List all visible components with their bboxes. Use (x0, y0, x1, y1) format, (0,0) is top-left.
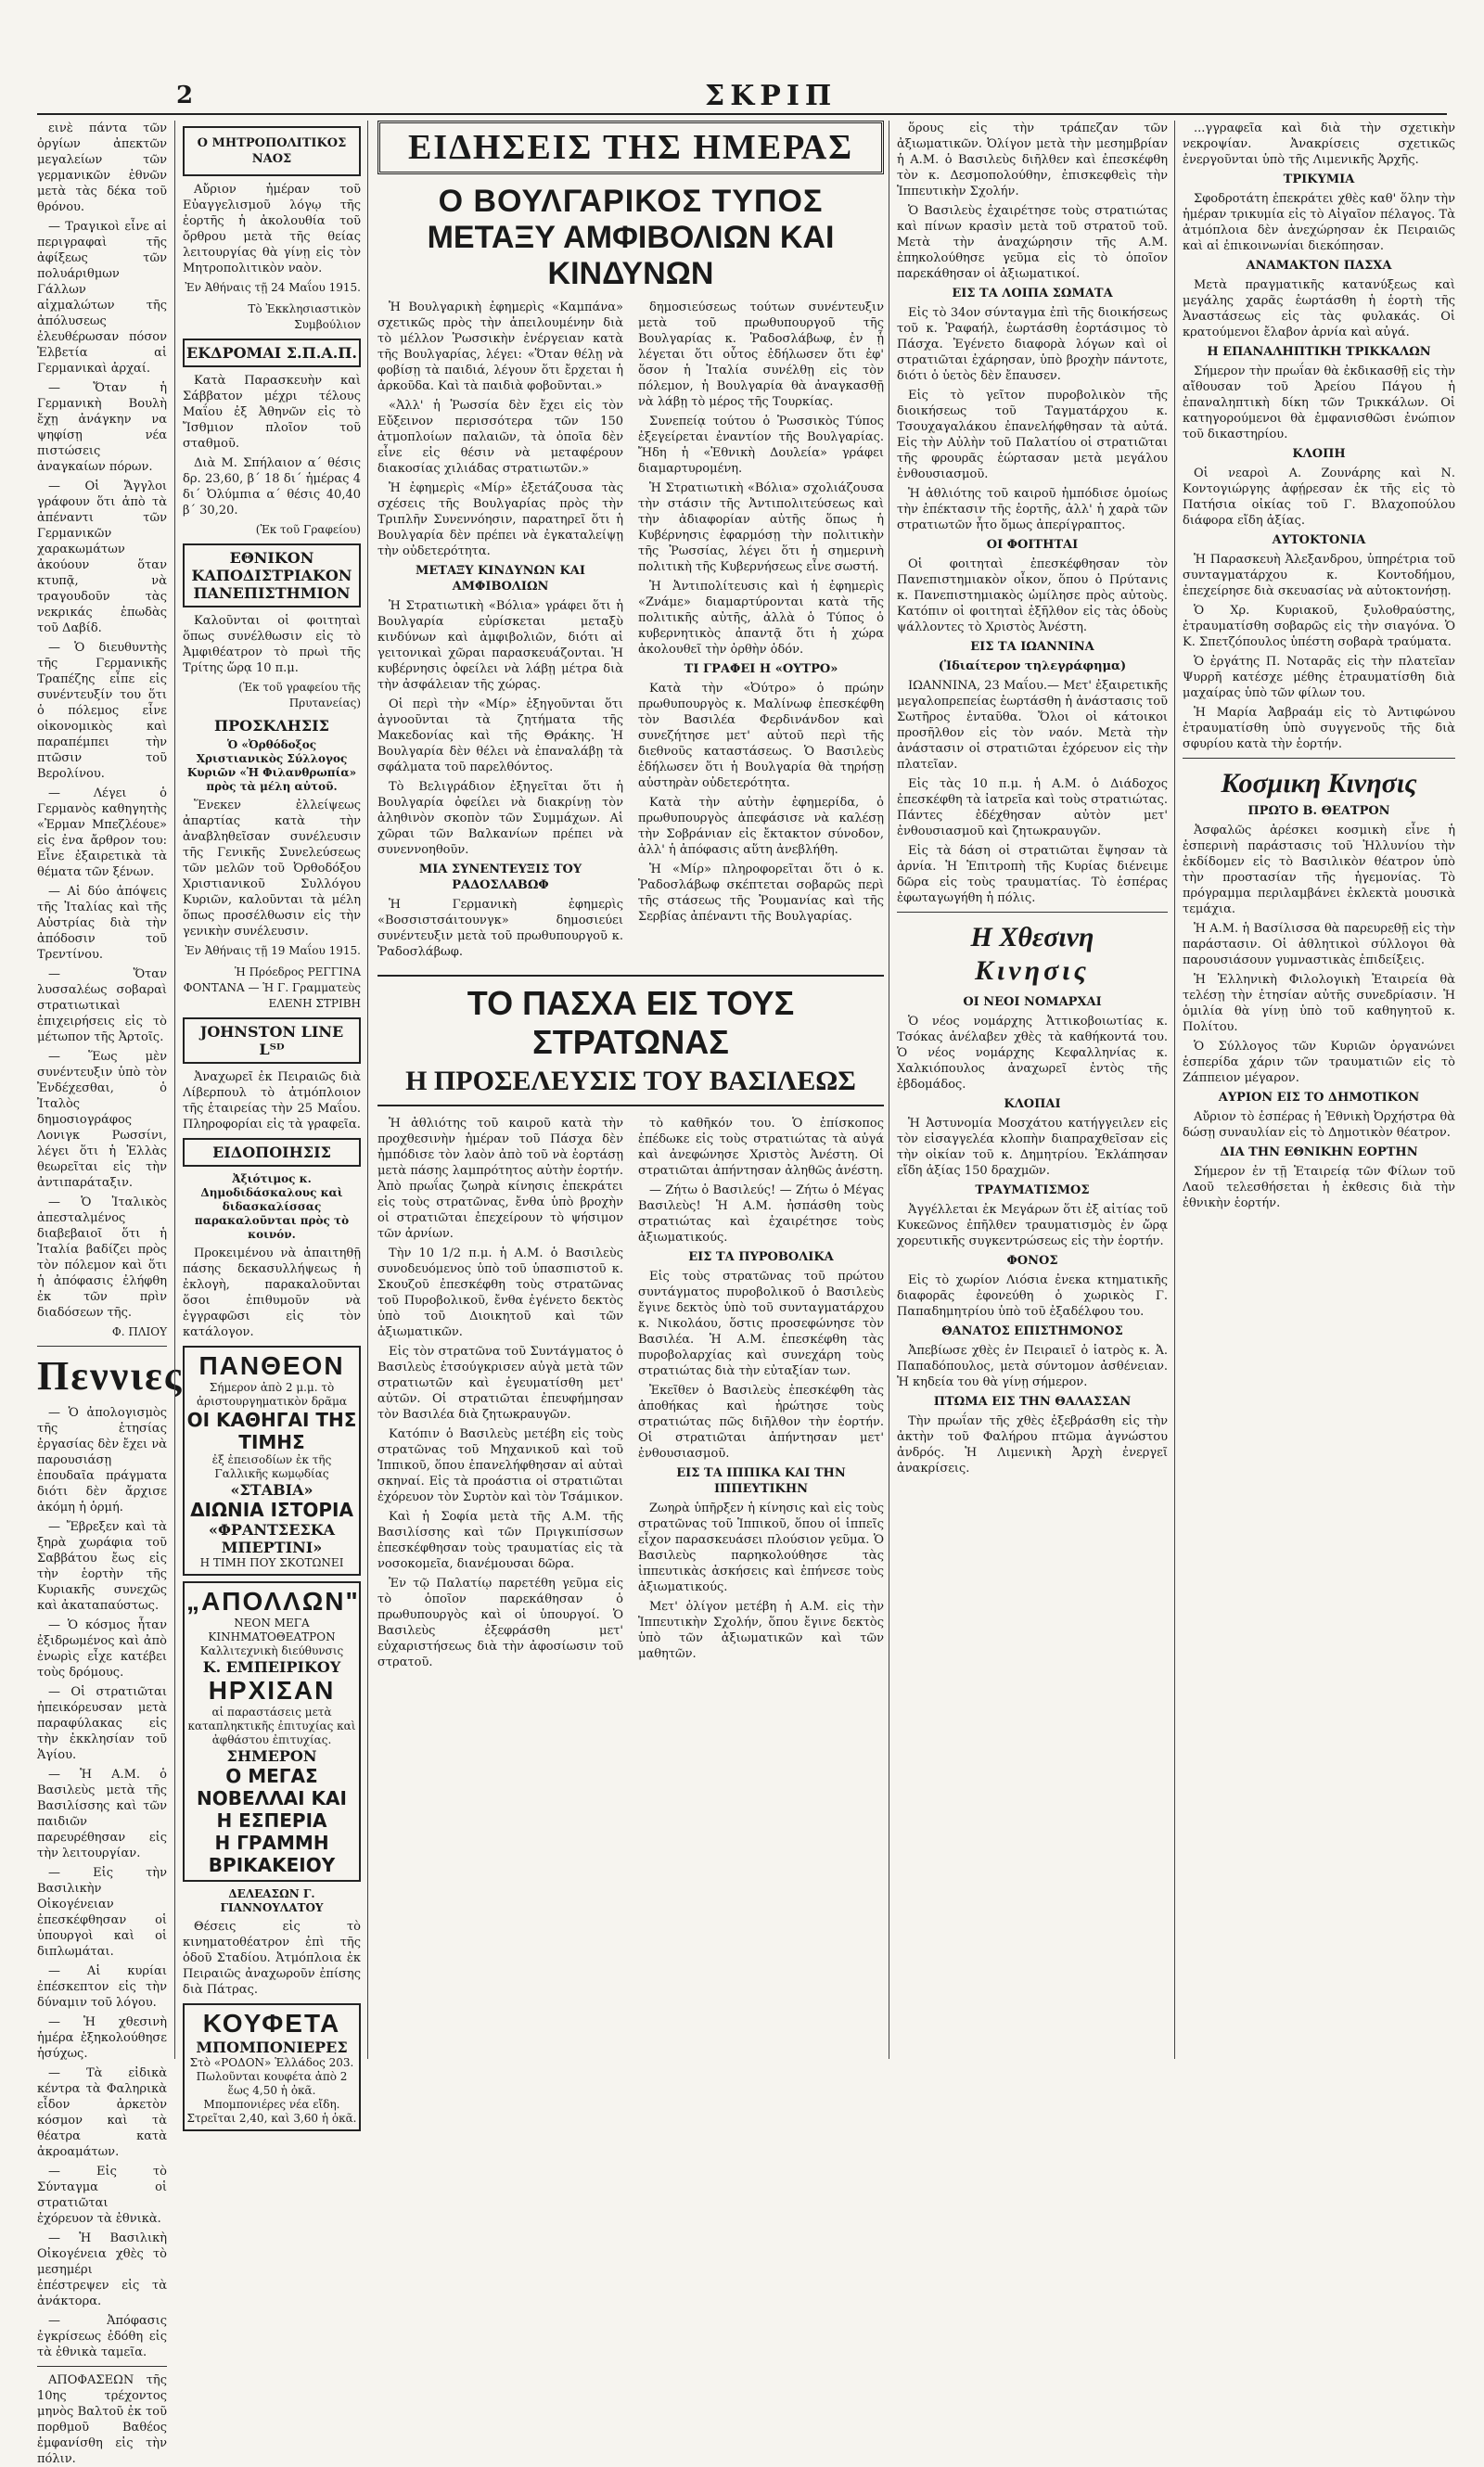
paragraph: Εἰς τὰς 10 π.μ. ἡ Α.Μ. ὁ Διάδοχος ἐπεσκέφθη τὰ ἰατρεῖα καὶ τοὺς στρατιώτας. Πάντες ἐδέχθησαν αὐτὸν μετ' ἐνθουσιασμοῦ καὶ ζητωκραυγῶν. (897, 777, 1168, 838)
paragraph: Ἕνεκεν ἐλλείψεως ἀπαρτίας κατὰ τὴν ἀναβληθεῖσαν συνέλευσιν τῆς Γενικῆς Συνελεύσεως τῶν μελῶν τοῦ Ὀρθοδόξου Χριστιανικοῦ Συλλόγου Κυριῶν, καλοῦνται τὰ μέλη ὅπως προσέλθωσιν εἰς τὴν γενικὴν συνέλευσιν. (183, 799, 361, 939)
paragraph: δημοσιεύσεως τούτων συνέντευξιν μετὰ τοῦ πρωθυπουργοῦ τῆς Βουλγαρίας κ. Ῥαδοσλάβωφ, ἐν ᾗ λέγεται ὅτι οὗτος ἐδήλωσεν ὅτι ἐφ' ὅσον ἡ Ἰταλία συνέλθῃ εἰς τὸν πόλεμον, ἡ Βουλγαρία θὰ ἀναγκασθῇ νὰ λάβῃ τὸ μέρος τῆς Τουρκίας. (638, 300, 884, 409)
notice-heading: ΕΘΝΙΚΟΝ ΚΑΠΟΔΙΣΤΡΙΑΚΟΝ ΠΑΝΕΠΙΣΤΗΜΙΟΝ (191, 549, 352, 602)
notice-heading: ΕΙΔΟΠΟΙΗΣΙΣ (212, 1144, 331, 1161)
paragraph: Ἡ ἀθλιότης τοῦ καιροῦ κατὰ τὴν προχθεσινὴν ἡμέραν τοῦ Πάσχα δὲν ἠμπόδισε τὸν λαὸν ἀπὸ τοῦ νὰ ἑορτάσῃ μετὰ πάσης λαμπρότητος αὐτὴν ἑορτήν. Ἀπὸ πρωΐας ζωηρὰ κίνησις ἐπεκράτει εἰς τοὺς στρατῶνας, ἔνθα ὑπὸ βροχὴν οἱ στρατιῶται ἐπεχείρουν τὸ ψήσιμον τῶν ἀρνίων. (377, 1117, 623, 1241)
paragraph: Ἡ Παρασκευὴ Ἀλεξανδρου, ὑπηρέτρια τοῦ συνταγματάρχου κ. Κοντοδήμου, ἐπεχείρησε διὰ σκευασίας νὰ αὐτοκτονήσῃ. (1183, 553, 1455, 598)
paragraph: — Ἔβρεξεν καὶ τὰ ξηρὰ χωράφια τοῦ Σαββάτου ἔως εἰς τὴν ἑορτὴν τῆς Κυριακῆς συνεχῶς καὶ ἀκαταπαύστως. (37, 1520, 167, 1613)
paragraph: Ἀπεβίωσε χθὲς ἐν Πειραιεῖ ὁ ἰατρὸς κ. Ἀ. Παπαδόπουλος, μετὰ σύντομον ἀσθένειαν. Ἡ κηδεία του θὰ γίνῃ σήμερον. (897, 1344, 1168, 1389)
paragraph: Καλοῦνται οἱ φοιτηταὶ ὅπως συνέλθωσιν εἰς τὸ Ἀμφιθέατρον τὸ πρωὶ τῆς Τρίτης ὥρᾳ 10 π.μ. (183, 614, 361, 675)
paragraph: Προκειμένου νὰ ἀπαιτηθῇ πάσης δεκασυλλήψεως ἡ ἐκλογὴ, παρακαλοῦνται ὅσοι ἐπιθυμοῦν νὰ ἐγγραφῶσι εἰς τὸν κατάλογον. (183, 1246, 361, 1339)
paragraph: εινὲ πάντα τῶν ὀργίων ἀπεκτῶν μεγαλείων τῶν γερμανικῶν ἐθνῶν μετὰ τὰς δέκα τοῦ θρόνου. (37, 121, 167, 214)
paragraph: — Ὁ διευθυντὴς τῆς Γερμανικῆς Τραπέζης εἶπε εἰς συνέντευξίν του ὅτι ὁ πόλεμος εἶνε οἰκονομικὸς καὶ παραπέμπει τὴν πτῶσιν τοῦ Βερολίνου. (37, 641, 167, 781)
ad-feature: Ο ΜΕΓΑΣ ΝΟΒΕΛΛΑΙ ΚΑΙ Η ΕΣΠΕΡΙΑ (197, 1765, 347, 1832)
paragraph: — Οἱ στρατιῶται ἠπεικόρευσαν μετὰ παραφύλακας εἰς τὴν ἐκκλησίαν τοῦ Ἁγίου. (37, 1685, 167, 1762)
subheading: ΤΙ ΓΡΑΦΕΙ Η «ΟΥΤΡΟ» (684, 662, 838, 676)
paragraph: Μετὰ πραγματικῆς κατανύξεως καὶ μεγάλης χαρᾶς ἑωρτάσθη ἡ ἑορτὴ τῆς Ἀναστάσεως εἰς τὰς φυλακάς. Οἱ κρατούμενοι ἔλαβον ἀρνία καὶ αὐγά. (1183, 278, 1455, 339)
ad-feature: ΟΙ ΚΑΘΗΓΑΙ ΤΗΣ ΤΙΜΗΣ (186, 1409, 357, 1453)
ad-line: Η ΤΙΜΗ ΠΟΥ ΣΚΟΤΩΝΕΙ (199, 1556, 344, 1569)
subheading-note: (Ἰδιαίτερον τηλεγράφημα) (938, 659, 1127, 673)
paragraph: — Τραγικοὶ εἶνε αἱ περιγραφαὶ τῆς ἀφίξεως τῶν πολυάριθμων Γάλλων αἰχμαλώτων τῆς ἀπόλυσεως ἐλευθέρωσαν πόσον Ἑλβετία αἱ Γερμανικαὶ ἀρχαί. (37, 220, 167, 376)
article-left (377, 300, 623, 964)
paragraph: — Ἡ Βασιλικὴ Οἰκογένεια χθὲς τὸ μεσημέρι ἐπέστρεψεν εἰς τὰ ἀνάκτορα. (37, 2231, 167, 2308)
subheading: ΘΑΝΑΤΟΣ ΕΠΙΣΤΗΜΟΝΟΣ (941, 1324, 1123, 1338)
paragraph: Ἡ «Μίρ» πληροφορεῖται ὅτι ὁ κ. Ῥαδοσλάβωφ σκέπτεται σοβαρῶς περὶ τῆς στάσεως τῆς Ῥουμανίας καὶ τῆς Σερβίας ἀπέναντι τῆς Βουλγαρίας. (638, 863, 884, 924)
paragraph: Κατὰ τὴν αὐτὴν ἐφημερίδα, ὁ πρωθυπουργὸς ἀπεφάσισε νὰ καλέσῃ τὴν Σοβράνιαν εἰς ἔκτακτον σύνοδον, ἀλλ' ἡ ἀπόφασις αὕτη ἀνεβλήθη. (638, 796, 884, 857)
paragraph: — Αἱ δύο ἀπόψεις τῆς Ἰταλίας καὶ τῆς Αὐστρίας διὰ τὴν ἀπόδοσιν τοῦ Τρεντίνου. (37, 885, 167, 962)
paragraph: ...γγραφεῖα καὶ διὰ τὴν σχετικὴν νεκροψίαν. Ἀνακρίσεις σχετικῶς ἐνεργοῦνται ὑπὸ τῆς Λιμενικῆς Ἀρχῆς. (1183, 121, 1455, 167)
paragraph: — Ἕως μὲν συνέντευξιν ὑπὸ τὸν Ἐνδέχεσθαι, ὁ Ἰταλὸς δημοσιογράφος Λονιγκ Ρωσσίνι, λέγει ὅτι ἡ Ἑλλὰς θεωρεῖται εἰς τὴν ἀντιπαράταξιν. (37, 1050, 167, 1190)
column-3 (367, 121, 893, 2059)
subheading: ΕΙΣ ΤΑ ΙΩΑΝΝΙΝΑ (970, 640, 1094, 654)
paragraph: Εἰς τὸν στρατῶνα τοῦ Συντάγματος ὁ Βασιλεὺς ἐτσούγκρισεν αὐγὰ μετὰ τῶν στρατιωτῶν καὶ ἐγευματίσθη μετ' αὐτῶν. Οἱ στρατιῶται ἐπευφήμησαν τὸν Βασιλέα διὰ ζητωκραυγῶν. (377, 1345, 623, 1422)
section-heading: Η Χθεσινη (970, 922, 1094, 952)
paragraph: — Εἰς τὴν Βασιλικὴν Οἰκογένειαν ἐπεσκέφθησαν οἱ ὑπουργοὶ καὶ οἱ διπλωμάται. (37, 1866, 167, 1959)
divider (37, 2366, 167, 2367)
subheading: ΕΙΣ ΤΑ ΠΥΡΟΒΟΛΙΚΑ (688, 1250, 834, 1264)
ad-box (183, 1017, 361, 1064)
columns (37, 121, 1455, 2466)
paragraph: — Ἡ Α.Μ. ὁ Βασιλεὺς μετὰ τῆς Βασιλίσσης καὶ τῶν παιδιῶν παρευρέθησαν εἰς τὴν λειτουργίαν. (37, 1768, 167, 1860)
paragraph: Σήμερον τὴν πρωΐαν θὰ ἐκδικασθῇ εἰς τὴν αἴθουσαν τοῦ Ἀρείου Πάγου ἡ ἐπαναληπτικὴ δίκη τῶν Τρικκάλων. Οἱ κατηγορούμενοι θὰ ἐμφανισθῶσι ἐνώπιον τοῦ δικαστηρίου. (1183, 364, 1455, 441)
subheading: ΟΙ ΝΕΟΙ ΝΟΜΑΡΧΑΙ (963, 995, 1102, 1009)
ad-feature: ΗΡΧΙΣΑΝ (208, 1676, 336, 1705)
newspaper-title: ΣΚΡΙΠ (705, 80, 838, 112)
section-heading: Πεννιες (37, 1353, 184, 1399)
notice-box (183, 1138, 361, 1167)
paragraph: Ἡ Στρατιωτικὴ «Βόλια» σχολιάζουσα τὴν στάσιν τῆς Ἀντιπολιτεύσεως καὶ τὴν ἀδιαφορίαν αὐτῆς ὅπως ἡ Κυβέρνησις ἐφαρμόσῃ τὴν πολιτικὴν τῆς Ῥωσσίας, λέγει ὅτι ἡ σημερινὴ πολιτικὴ τῆς Κυβερνήσεως εἶνε σωστή. (638, 481, 884, 574)
paragraph: «Ἀλλ' ἡ Ῥωσσία δὲν ἔχει εἰς τὸν Εὔξεινον περισσότερα τῶν 150 ἀτμοπλοίων παλαιῶν, τὰ ὁποῖα δὲν εἶνε εἰς θέσιν νὰ μεταφέρουν διακοσίας χιλιάδας στρατιωτῶν.» (377, 399, 623, 476)
ad-apollon (183, 1581, 361, 1882)
ad-feature: Η ΓΡΑΜΜΗ ΒΡΙΚΑΚΕΙΟΥ (208, 1832, 336, 1876)
paragraph: ὅρους εἰς τὴν τράπεζαν τῶν ἀξιωματικῶν. Ὀλίγον μετὰ τὴν μεσημβρίαν ἡ Α.Μ. ὁ Βασιλεὺς διῆλθεν καὶ ἐπεσκέφθη τὸν κ. Δεσμοπολούθην, ἐπισκεφθεὶς τὴν Ἱππευτικὴν Σχολήν. (897, 121, 1168, 198)
paragraph: Εἰς τὸ 34ον σύνταγμα ἐπὶ τῆς διοικήσεως τοῦ κ. Ῥαφαήλ, ἑωρτάσθη ἑορτάσιμος τὸ Πάσχα. Ἐγένετο διαφορὰ λόγων καὶ οἱ στρατιῶται ἐχάρησαν, ὑπὸ βροχὴν πάντοτε, διότι ὁ ὑετὸς δὲν ἔπαυσεν. (897, 306, 1168, 383)
paragraph: Οἱ περὶ τὴν «Μίρ» ἐξηγοῦνται ὅτι ἀγνοοῦνται τὰ ζητήματα τῆς Μακεδονίας καὶ τῆς Θράκης. Ἡ Βουλγαρία δὲν θέλει νὰ ἐπαναλάβῃ τὰ σφάλματα τοῦ παρελθόντος. (377, 697, 623, 774)
paragraph: Εἰς τὸ χωρίον Λιόσια ἐνεκα κτηματικῆς διαφορᾶς ἐφονεύθη ὁ χωρικὸς Γ. Παπαδημητρίου ὑπὸ τοῦ ἐξαδέλφου του. (897, 1273, 1168, 1319)
paragraph: Διὰ Μ. Σπήλαιον α΄ θέσις δρ. 23,60, β΄ 18 δι΄ ἡμέρας 4 δι΄ Ὀλύμπια α΄ θέσις 40,40 β΄ 30,20. (183, 456, 361, 518)
article-columns (377, 1116, 884, 1674)
ad-line: αἱ παραστάσεις μετὰ καταπληκτικῆς ἐπιτυχίας καὶ ἀφθάστου ἐπιτυχίας. (187, 1706, 356, 1746)
ad-line: ΜΠΟΜΠΟΝΙΕΡΕΣ (196, 2039, 348, 2056)
paragraph: Ἡ ἀθλιότης τοῦ καιροῦ ἠμπόδισε ὁμοίως τὴν ἐπέκτασιν τῆς ἑορτῆς, ἀλλ' ἡ χαρὰ τῶν στρατιωτῶν ἦτο ὅμως ἀπερίγραπτος. (897, 487, 1168, 532)
paragraph: Ἡ Ἑλληνικὴ Φιλολογικὴ Ἑταιρεία θὰ τελέσῃ τὴν ἐτησίαν αὐτῆς συνεδρίασιν. Ἡ ὁμιλία θὰ γίνῃ ὑπὸ τοῦ καθηγητοῦ κ. Πολίτου. (1183, 973, 1455, 1034)
ad-line: «ΦΡΑΝΤΣΕΣΚΑ ΜΠΕΡΤΙΝΙ» (208, 1521, 336, 1556)
paragraph: Τὴν πρωΐαν τῆς χθὲς ἐξεβράσθη εἰς τὴν ἀκτὴν τοῦ Φαλήρου πτῶμα ἀγνώστου ἀνδρός. Ἡ Λιμενικὴ Ἀρχὴ ἐνεργεῖ ἀνακρίσεις. (897, 1414, 1168, 1476)
ad-title: „ΑΠΟΛΛΩΝ" (186, 1587, 360, 1616)
notice-subheading: Ὁ «Ὀρθόδοξος Χριστιανικὸς Σύλλογος Κυριῶν «Ἡ Φιλανθρωπία» πρὸς τὰ μέλη αὐτοῦ. (186, 738, 357, 793)
paragraph: — Ζήτω ὁ Βασιλεύς! — Ζήτω ὁ Μέγας Βασιλεὺς! Ἡ Α.Μ. ἠσπάσθη τοὺς στρατιώτας καὶ ἐχαιρέτησε τοὺς ἀξιωματικούς. (638, 1183, 884, 1245)
ad-heading: JOHNSTON LINE Lᵀᴰ (199, 1023, 344, 1058)
paragraph: — Ὁ Ἰταλικὸς ἀπεσταλμένος διαβεβαιοῖ ὅτι ἡ Ἰταλία βαδίζει πρὸς τὸν πόλεμον καὶ ὅτι ἡ ἀπόφασις ἐλήφθη ἐκ τῶν πρὶν διαδόσεων τῆς. (37, 1195, 167, 1320)
column-5 (1174, 121, 1455, 2059)
paragraph: Καὶ ἡ Σοφία μετὰ τῆς Α.Μ. τῆς Βασιλίσσης καὶ τῶν Πριγκιπίσσων ἐπεσκέφθησαν τοὺς τραυματίας εἰς τὰ νοσοκομεῖα, διανέμουσαι δῶρα. (377, 1510, 623, 1571)
paragraph: Τὸ Βελιγράδιον ἐξηγεῖται ὅτι ἡ Βουλγαρία ὀφείλει νὰ διακρίνῃ τὸν ἀληθινὸν σκοπὸν τῶν Συμμάχων. Αἱ χῶραι τῶν Βαλκανίων πρέπει νὰ συνεννοηθοῦν. (377, 780, 623, 857)
subheading: ΑΝΑΜΑΚΤΟΝ ΠΑΣΧΑ (1246, 259, 1392, 273)
signature: Τὸ Ἐκκλησιαστικὸν Συμβούλιον (248, 302, 361, 331)
subheading: ΜΙΑ ΣΥΝΕΝΤΕΥΞΙΣ ΤΟΥ ΡΑΔΟΣΛΑΒΩΦ (418, 863, 582, 892)
paragraph: — Λέγει ὁ Γερμανὸς καθηγητὴς «Ἐρμαν Μπεζλέουε» εἰς ἐνα ἄρθρον του: Εἶνε ἐξαιρετικὰ τὰ θέματα τῶν ξένων. (37, 786, 167, 879)
paragraph: Κατὰ Παρασκευὴν καὶ Σάββατον μέχρι τέλους Μαΐου ἐξ Ἀθηνῶν εἰς τὸ Ἴσθμιον πλοῖον τοῦ σταθμοῦ. (183, 374, 361, 451)
column-2 (174, 121, 368, 2125)
paragraph: Ἡ Ἀντιπολίτευσις καὶ ἡ ἐφημερὶς «Ζνάμε» διαμαρτύρονται κατὰ τῆς πολιτικῆς αὐτῆς, ἀλλὰ ὁ Τύπος ὁ κυβερνητικὸς ἀπαντᾷ ὅτι ἡ χώρα ἀκολουθεῖ τὴν ὀρθὴν ὁδόν. (638, 580, 884, 657)
ad-line: ἐξ ἐπεισοδίων ἐκ τῆς Γαλλικῆς κωμῳδίας (211, 1453, 332, 1480)
paragraph: Ἀγγέλλεται ἐκ Μεγάρων ὅτι ἐξ αἰτίας τοῦ Κυκεῶνος ἐπῆλθεν τραυματισμὸς ἐν ὥρᾳ χορευτικῆς συγκεντρώσεως εἰς τὴν ἑορτήν. (897, 1203, 1168, 1248)
subheading: ΚΛΟΠΑΙ (1004, 1097, 1061, 1111)
subheading: ΦΟΝΟΣ (1006, 1254, 1058, 1268)
subheading: Η ΕΠΑΝΑΛΗΠΤΙΚΗ ΤΡΙΚΚΑΛΩΝ (1207, 345, 1431, 359)
paragraph: Ἡ Γερμανικὴ ἐφημερὶς «Βοσσιστσάιτουνγκ» δημοσιεύει συνέντευξιν μετὰ τοῦ πρωθυπουργοῦ κ. Ῥαδοσλάβωφ. (377, 898, 623, 959)
ad-line: Κ. ΕΜΠΕΙΡΙΚΟΥ (202, 1658, 341, 1676)
page-number: 2 (176, 82, 194, 109)
ad-pantheon (183, 1346, 361, 1576)
paragraph: Ἐκεῖθεν ὁ Βασιλεὺς ἐπεσκέφθη τὰς ἀποθήκας καὶ ἠρώτησε τοὺς στρατιώτας πῶς διῆλθον τὴν ἑορτήν. Οἱ στρατιῶται ἀπήντησαν μετ' ἐνθουσιασμοῦ. (638, 1384, 884, 1461)
signature: (Ἐκ τοῦ γραφείου τῆς Πρυτανείας) (238, 681, 361, 709)
ad-line: ΝΕΟΝ ΜΕΓΑ ΚΙΝΗΜΑΤΟΘΕΑΤΡΟΝ Καλλιτεχνικὴ διεύθυνσις (199, 1617, 344, 1657)
signature: Ἡ Πρόεδρος ΡΕΓΓΙΝΑ ΦΟΝΤΑΝΑ — Ἡ Γ. Γραμματεὺς ΕΛΕΝΗ ΣΤΡΙΒΗ (183, 965, 361, 1010)
paragraph: Εἰς τὰ δάση οἱ στρατιῶται ἔψησαν τὰ ἀρνία. Ἡ Ἐπιτροπὴ τῆς Κυρίας διένειμε δῶρα εἰς τοὺς τραυματίας. Τὸ ἑσπέρας ἐφωταγωγήθη ἡ πόλις. (897, 844, 1168, 905)
paragraph: — Ὁ ἀπολογισμὸς τῆς ἑτησίας ἐργασίας δὲν ἔχει νὰ παρουσιάσῃ ἐπουδαῖα πράγματα διότι δὲν ἄρχισε ἀκόμη ἡ ὁρμή. (37, 1406, 167, 1515)
paragraph: Αὔριον ἡμέραν τοῦ Εὐαγγελισμοῦ λόγῳ τῆς ἑορτῆς ἡ ἀκολουθία τοῦ ὄρθρου μετὰ τῆς θείας λειτουργίας θὰ γίνῃ εἰς τὸν Μητροπολιτικὸν ναὸν. (183, 183, 361, 275)
paragraph: Ζωηρὰ ὑπῆρξεν ἡ κίνησις καὶ εἰς τοὺς στρατῶνας τοῦ Ἱππικοῦ, ὅπου οἱ ἱππεῖς εἶχον παρασκευάσει πλούσιον γεῦμα. Ὁ Βασιλεὺς παρηκολούθησε τὰς ἱππευτικὰς ἀσκήσεις καὶ ἐπήνεσε τοὺς ἀξιωματικούς. (638, 1502, 884, 1594)
signature: Φ. ΠΛΙΟΥ (111, 1325, 167, 1338)
divider (1183, 758, 1455, 759)
ad-line: Σήμερον ἀπὸ 2 μ.μ. τὸ ἀριστουργηματικὸν δρᾶμα (197, 1381, 347, 1408)
date-line: Ἐν Ἀθήναις τῇ 24 Μαΐου 1915. (185, 281, 361, 294)
ad-feature: ΔΙΩΝΙΑ ΙΣΤΟΡΙΑ (190, 1499, 353, 1521)
paragraph: Σήμερον ἐν τῇ Ἑταιρείᾳ τῶν Φίλων τοῦ Λαοῦ τελεσθήσεται ἡ ἐκθεσις διὰ τὴν ἐθνικὴν ἑορτήν. (1183, 1165, 1455, 1210)
paragraph: ΑΠΟΦΑΣΕΩΝ τῆς 10ης τρέχοντος μηνὸς Βαλτοῦ ἐκ τοῦ πορθμοῦ Βαθέος ἐμφανίσθη εἰς τὴν πόλιν. (37, 2373, 167, 2466)
ad-line: Στὸ «ΡΟΔΟΝ» Ἑλλάδος 203. Πωλοῦνται κουφέτα ἀπὸ 2 ἕως 4,50 ἡ ὀκᾶ. Μπομπονιέρες νέα εἴδη. Στρεῖται 2,40, καὶ 3,60 ἡ ὀκᾶ. (186, 2056, 357, 2125)
section-heading-sub: Κινησις (974, 955, 1090, 986)
notice-box (183, 126, 361, 176)
ad-koufeta (183, 2003, 361, 2131)
subheading: ΕΙΣ ΤΑ ΙΠΠΙΚΑ ΚΑΙ ΤΗΝ ΙΠΠΕΥΤΙΚΗΝ (676, 1466, 846, 1496)
article-left (377, 1116, 623, 1674)
paragraph: Θέσεις εἰς τὸ κινηματοθέατρον ἐπὶ τῆς ὁδοῦ Σταδίου. Ἀτμόπλοια ἐκ Πειραιῶς ἀναχωροῦν ἐπίσης διὰ Πάτρας. (183, 1920, 361, 1997)
subheading: ΟΙ ΦΟΙΤΗΤΑΙ (986, 538, 1079, 552)
paragraph: Ἡ Στρατιωτικὴ «Βόλια» γράφει ὅτι ἡ Βουλγαρία εὑρίσκεται μεταξὺ κινδύνων καὶ ἀμφιβολιῶν, διότι αἱ γειτονικαὶ χῶραι παρασκευάζονται. Ἡ κυβέρνησις ὀφείλει νὰ λάβῃ μέτρα διὰ τὴν ἀσφάλειαν τῆς χώρας. (377, 599, 623, 692)
headline-sub: ΜΕΤΑΞΥ ΑΜΦΙΒΟΛΙΩΝ ΚΑΙ ΚΙΝΔΥΝΩΝ (427, 220, 835, 291)
paragraph: Συνεπείᾳ τούτου ὁ Ῥωσσικὸς Τύπος ἐξεγείρεται ἐναντίον τῆς Βουλγαρίας. Ἤδη ἡ «Ἐθνικὴ Δουλεία» γράφει διαμαρτυρομένη. (638, 415, 884, 476)
ad-title: ΠΑΝΘΕΟΝ (198, 1351, 345, 1380)
paragraph: Ἡ Α.Μ. ἡ Βασίλισσα θὰ παρευρεθῇ εἰς τὴν παράστασιν. Οἱ ἀθλητικοὶ σύλλογοι θὰ παρουσιάσουν γυμναστικὰς ἐπιδείξεις. (1183, 922, 1455, 967)
masthead (37, 80, 1447, 115)
subheading: ΑΥΡΙΟΝ ΕΙΣ ΤΟ ΔΗΜΟΤΙΚΟΝ (1218, 1091, 1420, 1105)
notice-heading: Ο ΜΗΤΡΟΠΟΛΙΤΙΚΟΣ ΝΑΟΣ (197, 136, 347, 166)
section-heading: Κοσμικη Κινησις (1221, 768, 1417, 799)
paragraph: Ὁ Σύλλογος τῶν Κυριῶν ὀργανώνει ἑσπερίδα χάριν τῶν τραυματιῶν εἰς τὸ Ζάππειον μέγαρον. (1183, 1040, 1455, 1085)
subheading: ΔΙΑ ΤΗΝ ΕΘΝΙΚΗΝ ΕΟΡΤΗΝ (1220, 1145, 1418, 1159)
paragraph: Ἡ Ἀστυνομία Μοσχάτου κατήγγειλεν εἰς τὸν εἰσαγγελέα κλοπὴν διαπραχθεῖσαν εἰς τὴν οἰκίαν τοῦ κ. Δημητρίου. Ἐκλάπησαν εἴδη ἀξίας 150 δραχμῶν. (897, 1117, 1168, 1178)
divider (37, 1346, 167, 1347)
paragraph: ΙΩΑΝΝΙΝΑ, 23 Μαΐου.— Μετ' ἐξαιρετικῆς μεγαλοπρεπείας ἑωρτάσθη ἡ ἀνάστασις τοῦ Σωτῆρος ἐνταῦθα. Ὅλοι οἱ κάτοικοι προσῆλθον εἰς τὸν ναόν. Μετὰ τὴν ἀνάστασιν οἱ στρατιῶται ἐχόρευον εἰς τὴν πλατεῖαν. (897, 679, 1168, 772)
article-right (638, 1116, 884, 1674)
paragraph: Ἡ ἐφημερὶς «Μίρ» ἐξετάζουσα τὰς σχέσεις τῆς Βουλγαρίας πρὸς τὴν Τριπλῆν Συνεννόησιν, παρατηρεῖ ὅτι ἡ Βουλγαρία δὲν πρέπει νὰ ἐγκαταλείψῃ τὴν οὐδετερότητα. (377, 481, 623, 558)
paragraph: Σφοδροτάτη ἐπεκράτει χθὲς καθ' ὅλην τὴν ἡμέραν τρικυμία εἰς τὸ Αἰγαῖον πέλαγος. Τὰ ἀτμόπλοια δὲν ἀνεχώρησαν ἐκ Πειραιῶς καὶ αἱ ἐπικοινωνίαι διεκόπησαν. (1183, 192, 1455, 253)
paragraph: Αὔριον τὸ ἑσπέρας ἡ Ἐθνικὴ Ὀρχήστρα θὰ δώσῃ συναυλίαν εἰς τὸ Δημοτικὸν θέατρον. (1183, 1110, 1455, 1140)
paragraph: — Αἱ κυρίαι ἐπέσκεπτον εἰς τὴν δύναμιν τοῦ λόγου. (37, 1964, 167, 2010)
paragraph: — Ἡ χθεσινὴ ἡμέρα ἐξηκολούθησε ἡσύχως. (37, 2015, 167, 2061)
notice-subheading: Ἀξιότιμος κ. Δημοδιδάσκαλους καὶ διδασκαλίσσας παρακαλοῦνται πρὸς τὸ κοινόν. (194, 1172, 350, 1241)
headline: ΤΟ ΠΑΣΧΑ ΕΙΣ ΤΟΥΣ ΣΤΡΑΤΩΝΑΣ (377, 975, 884, 1062)
subheading: ΠΡΩΤΟ Β. ΘΕΑΤΡΟΝ (1247, 804, 1390, 818)
column-1 (37, 121, 184, 2466)
column-4 (889, 121, 1175, 2059)
subheading: ΑΥΤΟΚΤΟΝΙΑ (1272, 533, 1366, 547)
subheading: ΚΛΟΠΗ (1292, 447, 1346, 461)
paragraph: Ἡ Βουλγαρικὴ ἐφημερὶς «Καμπάνα» σχετικῶς πρὸς τὴν ἀπειλουμένην διὰ τὸ μέλλον Ῥωσσικὴν ἐνέργειαν κατὰ τῆς Βουλγαρίας, λέγει: «Ὅταν θέλῃ νὰ φοβίσῃ τὰ παιδιά, λέγουν ὅτι ἔρχεται ἡ ἀρκοῦδα. Καὶ τὰ παιδιὰ φοβοῦνται.» (377, 300, 623, 393)
ad-heading: ΔΕΛΕΑΣΩΝ Γ. ΓΙΑΝΝΟΥΛΑΤΟΥ (220, 1887, 324, 1914)
date-line: Ἐν Ἀθήναις τῇ 19 Μαΐου 1915. (185, 944, 361, 957)
paragraph: Εἰς τὸ γεῖτον πυροβολικὸν τῆς διοικήσεως τοῦ Ταγματάρχου κ. Τσουχαγαλάκου ἐπανελήφθησαν τὰ αὐτά. Εἰς τὴν Αὐλὴν τοῦ Παλατίου οἱ στρατιῶται τῆς φρουρᾶς ἑώρτασαν μετὰ μεγάλου ἐνθουσιασμοῦ. (897, 389, 1168, 481)
subheading: ΤΡΙΚΥΜΙΑ (1283, 173, 1355, 186)
notice-box (183, 339, 361, 367)
paragraph: — Ὁ κόσμος ἦταν ἐξιδρωμένος καὶ ἀπὸ ἐνωρὶς εἶχε κατέβει τοὺς δρόμους. (37, 1618, 167, 1680)
paragraph: — Οἱ Ἄγγλοι γράφουν ὅτι ἀπὸ τὰ ἀπέναντι τῶν Γερμανικῶν χαρακωμάτων ἀκούουν ὅταν κτυπᾷ, νὰ τραγουδοῦν τὰς νεκρικάς ἐπωδὰς τοῦ Δαβίδ. (37, 479, 167, 635)
paragraph: Ἀναχωρεῖ ἐκ Πειραιῶς διὰ Λίβερπουλ τὸ ἀτμόπλοιον τῆς ἑταιρείας τὴν 25 Μαΐου. Πληροφορίαι εἰς τὰ γραφεῖα. (183, 1070, 361, 1131)
paragraph: — Εἰς τὸ Σύνταγμα οἱ στρατιῶται ἐχόρευον τὰ ἐθνικὰ. (37, 2165, 167, 2226)
paragraph: Τὴν 10 1/2 π.μ. ἡ Α.Μ. ὁ Βασιλεὺς συνοδευόμενος ὑπὸ τοῦ ὑπασπιστοῦ κ. Σκουζοῦ ἐπεσκέφθη τοὺς στρατῶνας τοῦ Πυροβολικοῦ, ἔνθα ἐγένετο δεκτὸς ὑπὸ τοῦ Διοικητοῦ καὶ τῶν ἀξιωματικῶν. (377, 1246, 623, 1339)
notice-heading: ΠΡΟΣΚΛΗΣΙΣ (214, 717, 329, 735)
paragraph: — Τὰ εἰδικὰ κέντρα τὰ Φαληρικὰ εἶδον ἀρκετὸν κόσμον καὶ τὰ θέατρα κατὰ ἀκροαμάτων. (37, 2066, 167, 2159)
paragraph: Οἱ φοιτηταὶ ἐπεσκέφθησαν τὸν Πανεπιστημιακὸν οἶκον, ὅπου ὁ Πρύτανις κ. Πανεπιστημιακὸς ὡμίλησε πρὸς αὐτοὺς. Κατόπιν οἱ φοιτηταὶ ἐξῆλθον εἰς τὰς ὁδοὺς ψάλλοντες τὸ Χριστὸς Ἀνέστη. (897, 557, 1168, 634)
paragraph: Ἐν τῷ Παλατίῳ παρετέθη γεῦμα εἰς τὸ ὁποῖον παρεκάθησαν ὁ πρωθυπουργὸς καὶ οἱ ὑπουργοί. Ὁ Βασιλεὺς ἐξεφράσθη μετ' εὐχαριστήσεως διὰ τὴν ἀφοσίωσιν τοῦ στρατοῦ. (377, 1577, 623, 1669)
paragraph: Μετ' ὀλίγον μετέβη ἡ Α.Μ. εἰς τὴν Ἱππευτικὴν Σχολήν, ὅπου ἔγινε δεκτὸς ὑπὸ τῶν ἀξιωματικῶν καὶ τῶν μαθητῶν. (638, 1600, 884, 1661)
paragraph: Ὁ ἐργάτης Π. Νοταρᾶς εἰς τὴν πλατεῖαν Ψυρρῆ κατέσχε μέθης ἐτραυματίσθη διὰ μαχαίρας ὑπὸ τῶν φίλων του. (1183, 655, 1455, 700)
divider (897, 912, 1168, 913)
paragraph: Ὁ Χρ. Κυριακοῦ, ξυλοθραύστης, ἐτραυματίσθη σοβαρῶς εἰς τὴν σιαγόνα. Ὁ Κ. Σπετζόπουλος ὑπέστη σοβαρὰ τραύματα. (1183, 604, 1455, 649)
paragraph: τὸ καθῆκόν του. Ὁ ἐπίσκοπος ἐπέδωκε εἰς τοὺς στρατιώτας τὰ αὐγά καὶ ἀνεφώνησε Χριστὸς Ἀνέστη. Οἱ στρατιῶται ἀπήντησαν ἀληθῶς ἀνέστη. (638, 1117, 884, 1178)
section-title: ΕΙΔΗΣΕΙΣ ΤΗΣ ΗΜΕΡΑΣ (377, 121, 884, 174)
headline-sub: Η ΠΡΟΣΕΛΕΥΣΙΣ ΤΟΥ ΒΑΣΙΛΕΩΣ (377, 1066, 884, 1106)
subheading: ΕΙΣ ΤΑ ΛΟΙΠΑ ΣΩΜΑΤΑ (952, 287, 1113, 300)
subheading: ΠΤΩΜΑ ΕΙΣ ΤΗΝ ΘΑΛΑΣΣΑΝ (933, 1395, 1132, 1409)
paragraph: Ὁ νέος νομάρχης Ἀττικοβοιωτίας κ. Τσόκας ἀνέλαβεν χθὲς τὰ καθήκοντά του. Ὁ νέος νομάρχης Κεφαλληνίας κ. Χαλκιόπουλος ἀναχωρεῖ ἐντὸς τῆς ἑβδομάδος. (897, 1015, 1168, 1092)
paragraph: — Ὅταν λυσσαλέως σοβαραὶ στρατιωτικαὶ ἐπιχειρήσεις εἰς τὸ μέτωπον τῆς Ἀρτοῖς. (37, 967, 167, 1044)
paragraph: — Ὅταν ἡ Γερμανικὴ Βουλὴ ἔχῃ ἀνάγκην να ψηφίσῃ νέα πιστώσεις ἀναγκαίων πόρων. (37, 381, 167, 474)
paragraph: — Ἀπόφασις ἐγκρίσεως ἐδόθη εἰς τὰ ἐθνικὰ ταμεῖα. (37, 2314, 167, 2359)
ad-title: ΚΟΥΦΕΤΑ (202, 2009, 341, 2038)
notice-box (183, 543, 361, 607)
paragraph: Κατόπιν ὁ Βασιλεὺς μετέβη εἰς τοὺς στρατῶνας τοῦ Μηχανικοῦ καὶ τοῦ Ἱππικοῦ, ὅπου ἐπανελήφθησαν αἱ αὐταὶ σκηναί. Εἰς τὰ προάστια οἱ στρατιῶται ἐχόρευον τὸν Συρτὸν καὶ τὸν Τσάμικον. (377, 1427, 623, 1504)
paragraph: Ὁ Βασιλεὺς ἐχαιρέτησε τοὺς στρατιώτας καὶ πίνων κρασὶν μετὰ τοῦ στρατοῦ τοῦ. Μετὰ τὴν ἀναχώρησιν τῆς Α.Μ. ἐπηκολούθησε γεῦμα εἰς τὸ ὁποῖον παρεκάθησαν οἱ ἀξιωματικοί. (897, 204, 1168, 281)
notice-heading: ΕΚΔΡΟΜΑΙ Σ.Π.Α.Π. (186, 344, 357, 362)
paragraph: Οἱ νεαροὶ Α. Ζουνάρης καὶ Ν. Κοντογιώργης ἀφῄρεσαν ἐκ τῆς εἰς τὸ Πατήσια οἰκίας τοῦ Γ. Βλαχοπούλου διάφορα εἴδη ἀξίας. (1183, 467, 1455, 528)
ad-line: «ΣΤΑΒΙΑ» (230, 1481, 313, 1499)
headline: Ο ΒΟΥΛΓΑΡΙΚΟΣ ΤΥΠΟΣ (438, 184, 824, 219)
paragraph: Ἡ Μαρία Ἀαβραάμ εἰς τὸ Ἀντιφώνου ἐτραυματίσθη ὑπὸ συγγενοῦς τῆς διὰ σφυρίου κατὰ τὴν ἑορτήν. (1183, 706, 1455, 751)
paragraph: Ἀσφαλῶς ἀρέσκει κοσμικὴ εἶνε ἡ ἑσπερινὴ παράστασις τοῦ Ἡλλυνίου τὴν ἐκδίδομεν εἰς τὸ Βασιλικὸν θέατρον ὑπὸ τὴν προστασίαν τῆς ἡγεμονίας. Τὸ πρόγραμμα περιλαμβάνει ἐκλεκτὰ μουσικὰ τεμάχια. (1183, 824, 1455, 916)
ad-line: ΣΗΜΕΡΟΝ (226, 1747, 317, 1765)
subheading: ΜΕΤΑΞΥ ΚΙΝΔΥΝΩΝ ΚΑΙ ΑΜΦΙΒΟΛΙΩΝ (416, 564, 585, 594)
paragraph: Εἰς τοὺς στρατῶνας τοῦ πρώτου συντάγματος πυροβολικοῦ ὁ Βασιλεὺς ἔγινε δεκτὸς ὑπὸ τοῦ συνταγματάρχου κ. Νικολάου, ὅστις προσεφώνησε τὸν Βασιλέα. Ἡ Α.Μ. ἐπεσκέφθη τὰς πυροβολαρχίας καὶ συνεχάρη τοὺς στρατιώτας διὰ τὴν εὐταξίαν των. (638, 1270, 884, 1378)
article-right (638, 300, 884, 964)
article-columns (377, 300, 884, 964)
signature: (Ἐκ τοῦ Γραφείου) (255, 523, 361, 536)
paragraph: Κατὰ τὴν «Ὀύτρο» ὁ πρώην πρωθυπουργὸς κ. Μαλίνωφ ἐπεσκέφθη τὸν Βασιλέα Φερδινάνδον καὶ συνεζήτησε μετ' αὐτοῦ περὶ τῆς διεθνοῦς καταστάσεως. Ὁ Βασιλεὺς ἐδήλωσεν ὅτι ἡ Βουλγαρία θὰ τηρήσῃ αὐστηρὰν οὐδετερότητα. (638, 682, 884, 790)
subheading: ΤΡΑΥΜΑΤΙΣΜΟΣ (975, 1183, 1090, 1197)
